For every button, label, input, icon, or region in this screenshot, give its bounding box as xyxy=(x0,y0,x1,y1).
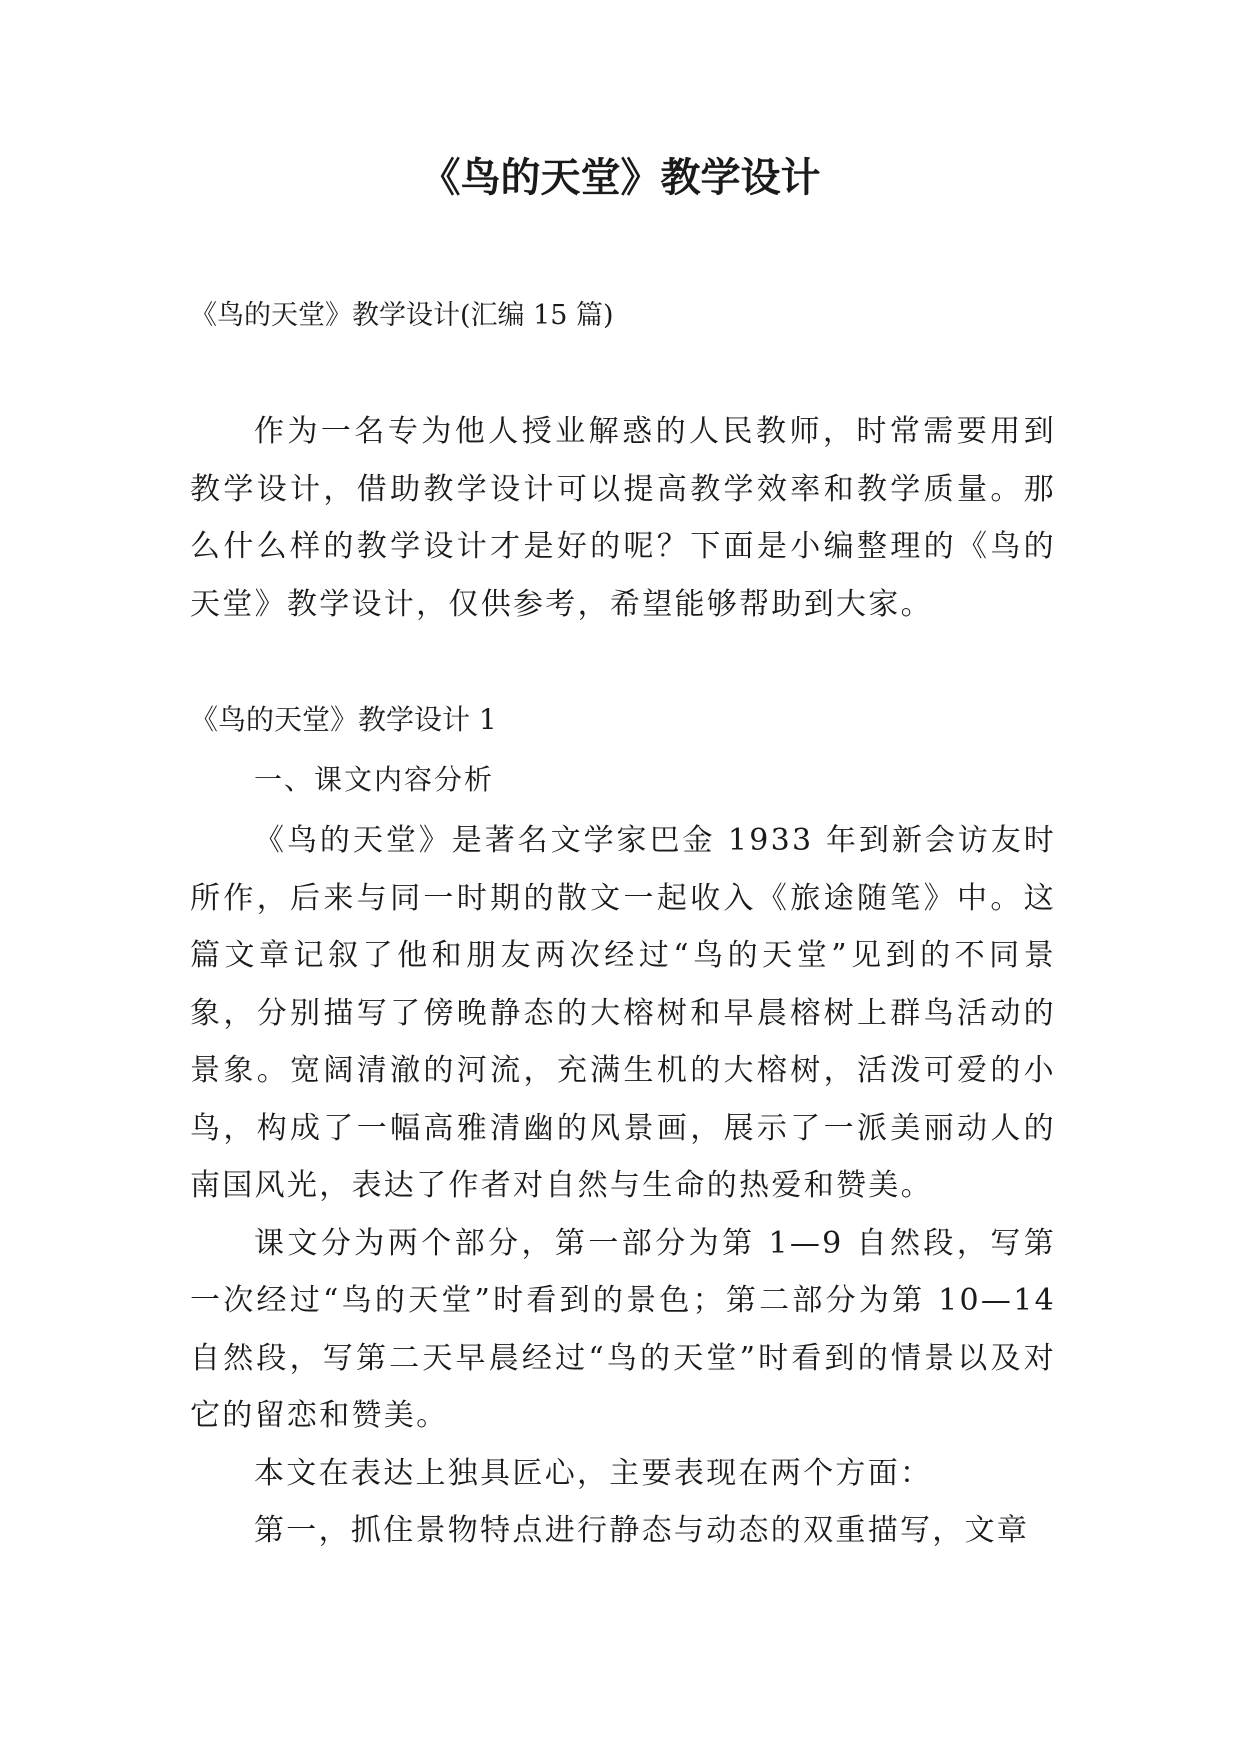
intro-paragraph: 作为一名专为他人授业解惑的人民教师，时常需要用到教学设计，借助教学设计可以提高教学效率和教学质量。那么什么样的教学设计才是好的呢？下面是小编整理的《鸟的天堂》教学设计，仅供参考，希望能够帮助到大家。 xyxy=(190,414,1056,622)
section-subheading: 一、课文内容分析 xyxy=(254,763,495,796)
section-body xyxy=(190,812,1056,1560)
body-paragraph: 《鸟的天堂》是著名文学家巴金 1933 年到新会访友时所作，后来与同一时期的散文一起收入《旅途随笔》中。这篇文章记叙了他和朋友两次经过“鸟的天堂”见到的不同景象，分别描写了傍晚静态的大榕树和早晨榕树上群鸟活动的景象。宽阔清澈的河流，充满生机的大榕树，活泼可爱的小鸟，构成了一幅高雅清幽的风景画，展示了一派美丽动人的南国风光，表达了作者对自然与生命的热爱和赞美。 xyxy=(190,823,1056,1203)
document-title: 《鸟的天堂》教学设计 xyxy=(420,155,821,201)
document-subtitle: 《鸟的天堂》教学设计(汇编 15 篇) xyxy=(190,300,614,331)
body-paragraph: 本文在表达上独具匠心，主要表现在两个方面： xyxy=(254,1455,933,1491)
body-paragraph: 第一，抓住景物特点进行静态与动态的双重描写，文章 xyxy=(254,1513,1030,1548)
section-heading: 《鸟的天堂》教学设计 1 xyxy=(190,703,497,736)
body-paragraph: 课文分为两个部分，第一部分为第 1—9 自然段，写第一次经过“鸟的天堂”时看到的景色；第二部分为第 10—14 自然段，写第二天早晨经过“鸟的天堂”时看到的情景以及对它的留恋和赞美。 xyxy=(190,1225,1056,1433)
